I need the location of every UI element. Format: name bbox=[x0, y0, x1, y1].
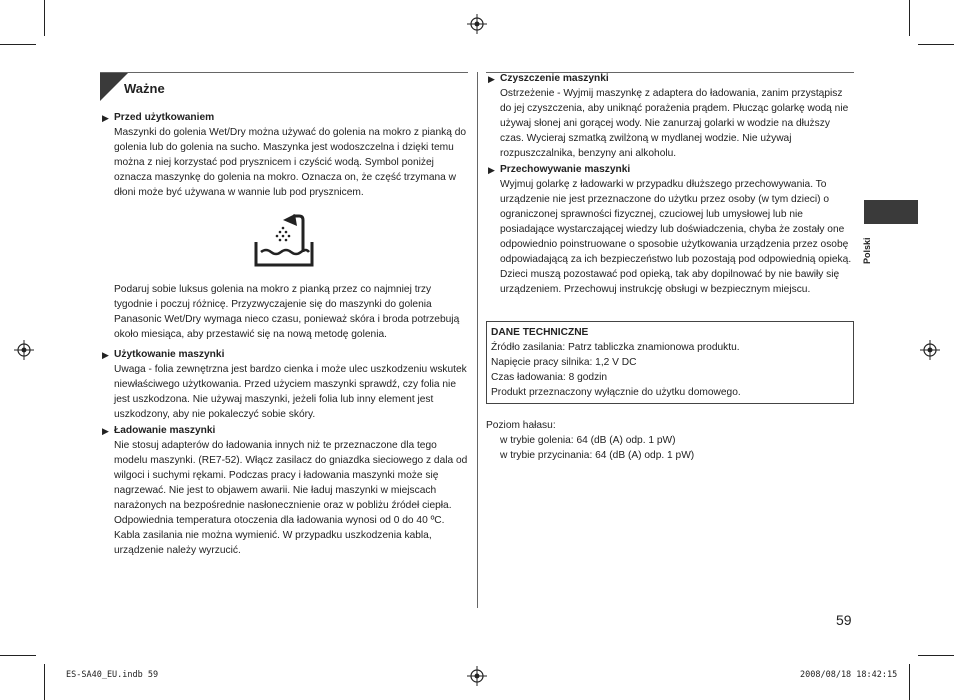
shower-symbol bbox=[100, 204, 468, 276]
noise-level-line: w trybie przycinania: 64 (dB (A) odp. 1 pW) bbox=[500, 450, 695, 461]
noise-level-line: w trybie golenia: 64 (dB (A) odp. 1 pW) bbox=[500, 435, 676, 446]
section-heading: ▶ Ładowanie maszynki bbox=[102, 425, 216, 436]
technical-data-line: Produkt przeznaczony wyłącznie do użytku domowego. bbox=[491, 387, 741, 398]
technical-data-title: DANE TECHNICZNE bbox=[491, 327, 589, 338]
left-column bbox=[100, 72, 468, 558]
section-heading: ▶ Czyszczenie maszynki bbox=[488, 73, 609, 84]
shower-bath-icon bbox=[253, 212, 315, 268]
section-cleaning bbox=[486, 72, 854, 161]
registration-mark-icon bbox=[467, 666, 487, 686]
crop-mark bbox=[909, 664, 910, 700]
crop-mark bbox=[918, 44, 954, 45]
language-label: Polski bbox=[862, 237, 872, 264]
arrow-right-icon: ▶ bbox=[488, 74, 495, 84]
column-divider bbox=[477, 72, 478, 608]
section-heading: ▶ Użytkowanie maszynki bbox=[102, 349, 225, 360]
noise-level-section bbox=[486, 418, 854, 463]
arrow-right-icon: ▶ bbox=[102, 350, 109, 360]
registration-mark-icon bbox=[920, 340, 940, 360]
technical-data-line: Napięcie pracy silnika: 1,2 V DC bbox=[491, 357, 637, 368]
right-column bbox=[486, 72, 854, 463]
technical-data-line: Źródło zasilania: Patrz tabliczka znamionowa produktu. bbox=[491, 342, 740, 353]
section-body: Nie stosuj adapterów do ładowania innych niż te przeznaczone dla tego modelu maszynki. (RE7-52). Włącz zasilacz do gniazdka sieciowego z dala od wilgoci i suchymi rękami. Podczas pracy i ładowania maszynki może się nagrzewać. Nie jest to objawem awarii. Nie ładuj maszynki w miejscach narażonych na bezpośrednie nasłonecznienie oraz w pobliżu źródeł ciepła. bbox=[114, 440, 468, 511]
crop-mark bbox=[0, 655, 36, 656]
section-body: Kabla zasilania nie można wymienić. W przypadku uszkodzenia kabla, urządzenie należy wyrzucić. bbox=[114, 530, 432, 556]
wet-shaving-paragraph: Podaruj sobie luksus golenia na mokro z pianką przez co najmniej trzy tygodnie i poczuj różnicę. Przyzwyczajenie się do maszynki do golenia Panasonic Wet/Dry wymaga nieco czasu, ponieważ skóra i broda potrzebują około miesiąca, aby przestawić się na nową metodę golenia. bbox=[114, 284, 460, 340]
crop-mark bbox=[44, 664, 45, 700]
section-body: Wyjmuj golarkę z ładowarki w przypadku dłuższego przechowywania. To urządzenie nie jest przeznaczone do użytku przez osoby (w tym dzieci) o ograniczonej sprawności fizycznej, czuciowej lub umysłowej lub nie posiadające wystarczającej wiedzy lub doświadczenia, chyba że zostały one odpowiednio poinstruowane o sposobie użytkowania urządzenia przez osobę odpowiadającą za ich bezpieczeństwo lub pozostają pod odpowiednią opieką. Dzieci muszą pozostawać pod opieką, tak aby dopilnować by nie bawiły się urządzeniem. Przechowuj instrukcję obsługi w bezpiecznym miejscu. bbox=[500, 179, 852, 295]
section-heading: ▶ Przechowywanie maszynki bbox=[488, 164, 631, 175]
section-before-use bbox=[100, 111, 468, 200]
section-body: Uwaga - folia zewnętrzna jest bardzo cienka i może ulec uszkodzeniu wskutek niewłaściwego użytkowania. Przed użyciem maszynki sprawdź, czy folia nie jest uszkodzona. Nie używaj maszynki, jeżeli folia lub inny element jest uszkodzony, aby nie pokaleczyć sobie skóry. bbox=[114, 364, 467, 420]
crop-mark bbox=[909, 0, 910, 36]
section-usage bbox=[100, 348, 468, 422]
language-tab bbox=[864, 200, 918, 224]
arrow-right-icon: ▶ bbox=[488, 165, 495, 175]
section-body: Odpowiednia temperatura otoczenia dla ładowania wynosi od 0 do 40 ºC. bbox=[114, 515, 445, 526]
page-number: 59 bbox=[836, 612, 852, 628]
footer-file: ES-SA40_EU.indb 59 bbox=[66, 670, 159, 680]
crop-mark bbox=[44, 0, 45, 36]
noise-level-title: Poziom hałasu: bbox=[486, 420, 556, 431]
registration-mark-icon bbox=[14, 340, 34, 360]
registration-mark-icon bbox=[467, 14, 487, 34]
section-charging bbox=[100, 424, 468, 558]
crop-mark bbox=[918, 655, 954, 656]
arrow-right-icon: ▶ bbox=[102, 113, 109, 123]
footer-timestamp: 2008/08/18 18:42:15 bbox=[800, 670, 898, 680]
section-heading: ▶ Przed użytkowaniem bbox=[102, 112, 215, 123]
technical-data-box bbox=[486, 321, 854, 404]
section-body: Ostrzeżenie - Wyjmij maszynkę z adaptera do ładowania, zanim przystąpisz do jej czyszczenia, aby uniknąć porażenia prądem. Płucząc golarkę wodą nie używaj słonej ani gorącej wody. Nie zanurzaj golarki w wodzie na dłuższy czas. Wycieraj szmatką zwilżoną w mydlanej wodzie. Nie używaj rozpuszczalnika, benzyny ani alkoholu. bbox=[500, 88, 849, 159]
section-body: Maszynki do golenia Wet/Dry można używać do golenia na mokro z pianką do golenia lub do golenia na sucho. Maszynka jest wodoszczelna i dzięki temu można z niej korzystać pod prysznicem i czyścić wodą. Symbol poniżej oznacza maszynkę do golenia na mokro. Oznacza on, że część trzymana w dłoni może być używana w wannie lub pod prysznicem. bbox=[114, 127, 467, 198]
arrow-right-icon: ▶ bbox=[102, 426, 109, 436]
section-storage bbox=[486, 163, 854, 297]
important-title: Ważne bbox=[124, 81, 165, 96]
important-header bbox=[100, 72, 468, 103]
technical-data-line: Czas ładowania: 8 godzin bbox=[491, 372, 608, 383]
crop-mark bbox=[0, 44, 36, 45]
